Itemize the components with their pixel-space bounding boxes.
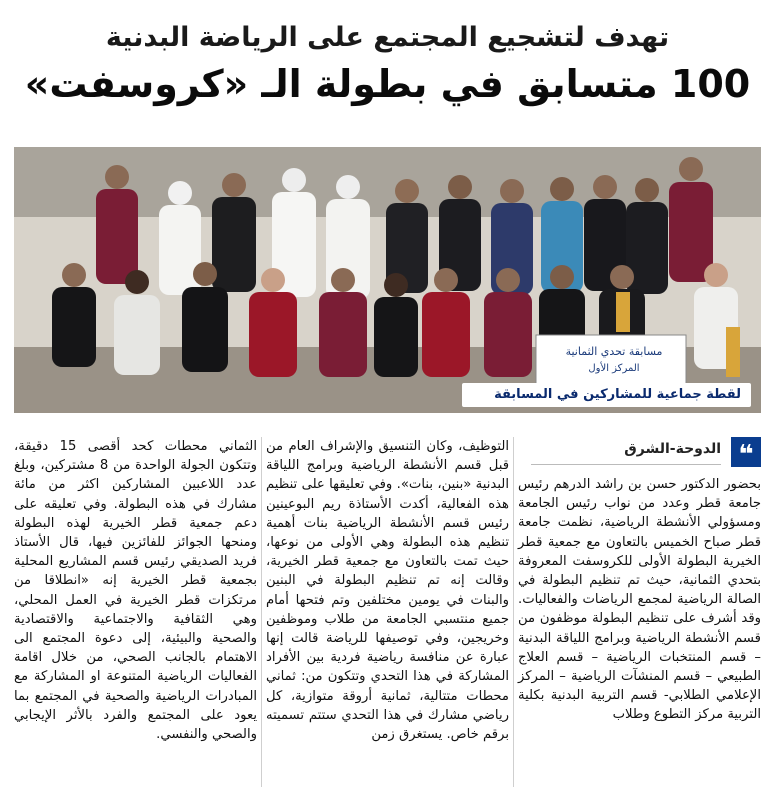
- article-column-middle: [266, 437, 509, 744]
- article-paragraph: بحضور الدكتور حسن بن راشد الدرهم رئيس جامعة قطر وعدد من نواب رئيس الجامعة ومسؤولي الأنشطة الرياضية، نظمت جامعة قطر صباح الخميس بالتعاون مع جمعية قطر الخيرية البطولة الأولى للكروسفت المعروفة بتحدي الثمانية، حيث تم تنظيم البطولة في الصالة الرياضية لمجمع الرياضات والفعاليات. وقد أشرف على تنظيم البطولة موظفون من قسم الأنشطة الرياضية وبرامج اللياقة البدنية – قسم المنتخبات الرياضية – قسم العلاج الطبيعي – قسم المنشآت الرياضية – المركز الإعلامي الطلابي- قسم التربية البدنية بكلية التربية مركز التطوع وطلاب: [518, 477, 761, 723]
- byline-text: الدوحة-الشرق: [624, 441, 721, 457]
- banner-line1: مسابقة تحدي الثمانية: [565, 345, 663, 358]
- byline-rule: [531, 464, 721, 465]
- group-photo-illustration: [14, 147, 761, 413]
- article-paragraph: الثماني محطات كحد أقصى 15 دقيقة، وتتكون الجولة الواحدة من 8 مشتركين، وبلغ عدد اللاعبين المشاركين اكثر من مائة مشارك في هذه البطولة. وفي تعليقه على دعم جمعية قطر الخيرية لهذه البطولة ومنحها الجوائز للفائزين فيها، قال الأستاذ فريد الصديقي رئيس قسم المشاريع المحلية بجمعية قطر الخيرية إنه «انطلاقا من مرتكزات قطر الخيرية في العمل المحلي، وهي الثقافية والاجتماعية والاقتصادية والصحية والبيئية، إلى دعوة المجتمع الى الاهتمام بالجانب الصحي، من خلال اقامة الفعاليات الرياضية المتنوعة او المشاركة مع المبادرات الرياضية والصحية في المجتمع بما يعود على المجتمع والفرد بالأثر الإيجابي والصحي والنفسي.: [14, 439, 258, 743]
- photo-caption: لقطة جماعية للمشاركين في المسابقة: [462, 383, 751, 407]
- article-subheadline: تهدف لتشجيع المجتمع على الرياضة البدنية: [105, 22, 670, 53]
- byline: [531, 437, 761, 470]
- quote-icon: ❝: [731, 437, 761, 467]
- column-divider: [513, 437, 514, 787]
- group-photo: [14, 147, 761, 413]
- article-paragraph: التوظيف، وكان التنسيق والإشراف العام من قبل قسم الأنشطة الرياضية وبرامج اللياقة البدنية «بنين، بنات». وفي تعليقها على تنظيم هذه الفعالية، أكدت الأستاذة ريم البوعينين رئيس قسم الأنشطة الرياضية بنات أهمية تنظيم هذه البطولة وهي الأولى من نوعها، حيث تمت بالتعاون مع جمعية قطر الخيرية، وقالت إنه تم تنظيم البطولة في البنين والبنات في يومين مختلفين وتم فتحها أمام جميع منتسبي الجامعة من طلاب وموظفين وخريجين، وفي توصيفها للرياضة قالت إنها عبارة عن منافسة رياضية فردية بين الأفراد المشاركة في هذا التحدي وتتكون من: ثماني محطات متتالية، ثمانية أروقة متوازية، كل رياضي مشارك في هذا التحدي ستتم تسميته برقم خاص. يستغرق زمن: [266, 439, 509, 743]
- column-divider: [261, 437, 262, 787]
- banner-line2: المركز الأول: [588, 363, 640, 374]
- article-column-right: [518, 475, 761, 725]
- article-headline: 100 متسابق في بطولة الـ «كروسفت»: [24, 62, 751, 106]
- article-column-left: [14, 437, 257, 744]
